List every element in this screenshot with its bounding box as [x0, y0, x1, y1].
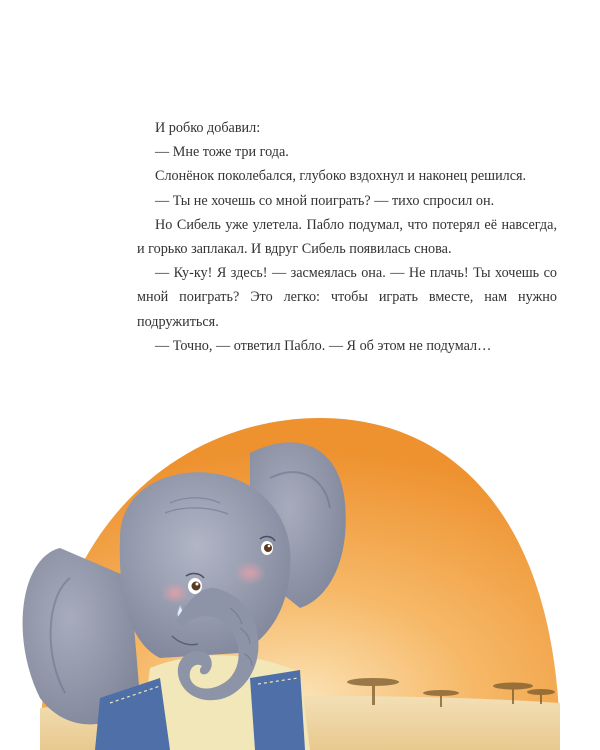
paragraph: — Ты не хочешь со мной поиграть? — тихо спросил он.	[155, 192, 495, 209]
paragraph: — Точно, — ответил Пабло. — Я об этом не подумал…	[155, 337, 492, 354]
elephant-head	[120, 472, 291, 658]
paragraph: — Ку-ку! Я здесь! — засмеялась она. — Не плачь! Ты хочешь со мной поиграть? Это легко: чтобы играть вместе, нам нужно подружиться.	[137, 265, 557, 330]
paragraph: — Мне тоже три года.	[155, 144, 289, 161]
story-text	[137, 116, 557, 358]
paragraph: Слонёнок поколебался, глубоко вздохнул и наконец решился.	[155, 168, 527, 185]
paragraph: И робко добавил:	[155, 120, 261, 136]
paragraph: Но Сибель уже улетела. Пабло подумал, что потерял её навсегда, и горько заплакал. И вдруг Сибель появилась снова.	[137, 216, 557, 258]
elephant-illustration	[0, 408, 600, 750]
